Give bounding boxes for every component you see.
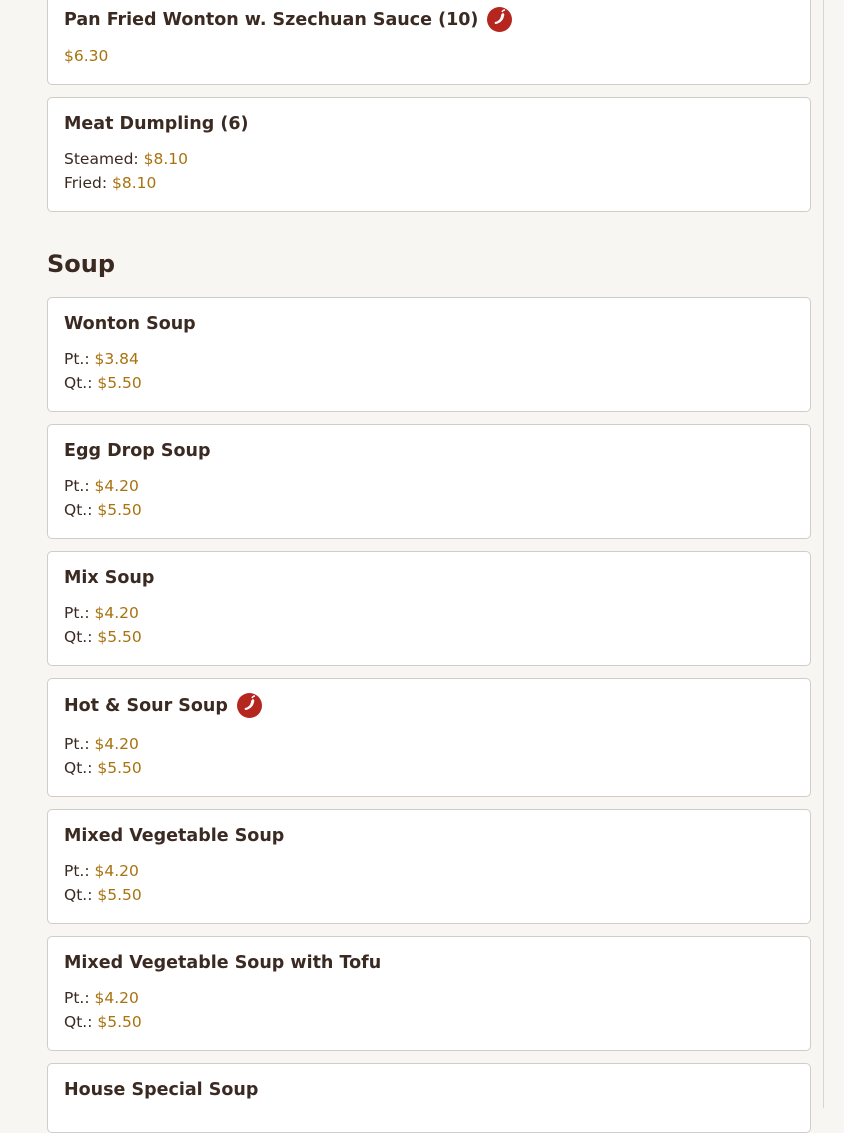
menu-item-title bbox=[64, 314, 196, 334]
price: $5.50 bbox=[97, 628, 142, 646]
price: $3.84 bbox=[94, 350, 139, 368]
section-title-soup: Soup bbox=[47, 250, 116, 278]
menu-item-title bbox=[64, 693, 262, 718]
menu-item-name: Egg Drop Soup bbox=[64, 441, 211, 461]
chili-pepper-icon bbox=[487, 7, 512, 32]
menu-item-card[interactable] bbox=[47, 936, 811, 1051]
menu-item-title bbox=[64, 568, 154, 588]
price-row-quart bbox=[64, 501, 142, 519]
price-row-pint bbox=[64, 862, 139, 880]
menu-item-card[interactable] bbox=[47, 424, 811, 539]
menu-item-title bbox=[64, 1080, 258, 1100]
price-label: Qt.: bbox=[64, 628, 93, 646]
menu-item-card[interactable] bbox=[47, 297, 811, 412]
price: $5.50 bbox=[97, 501, 142, 519]
menu-item-card[interactable] bbox=[47, 809, 811, 924]
menu-item-title bbox=[64, 953, 381, 973]
price-row-quart bbox=[64, 1013, 142, 1031]
price-label: Qt.: bbox=[64, 501, 93, 519]
price-label: Qt.: bbox=[64, 1013, 93, 1031]
price-label: Fried: bbox=[64, 174, 108, 192]
price-row-pint bbox=[64, 477, 139, 495]
menu-item-name: Meat Dumpling (6) bbox=[64, 114, 249, 134]
price-row-quart bbox=[64, 374, 142, 392]
menu-item-title bbox=[64, 826, 284, 846]
price: $4.20 bbox=[94, 477, 139, 495]
chili-pepper-icon bbox=[237, 693, 262, 718]
menu-item-card[interactable] bbox=[47, 0, 811, 85]
price-label: Steamed: bbox=[64, 150, 139, 168]
price-row-pint bbox=[64, 735, 139, 753]
price: $4.20 bbox=[94, 735, 139, 753]
menu-item-card[interactable] bbox=[47, 551, 811, 666]
menu-item-name: House Special Soup bbox=[64, 1080, 259, 1100]
price-row-quart bbox=[64, 886, 142, 904]
menu-item-card[interactable] bbox=[47, 678, 811, 797]
price-row-pint bbox=[64, 350, 139, 368]
menu-item-name: Mixed Vegetable Soup bbox=[64, 826, 285, 846]
price-label: Pt.: bbox=[64, 862, 90, 880]
price-label: Pt.: bbox=[64, 735, 90, 753]
menu-item-card[interactable] bbox=[47, 97, 811, 212]
menu-item-name: Mix Soup bbox=[64, 568, 155, 588]
price: $5.50 bbox=[97, 759, 142, 777]
menu-item-name: Mixed Vegetable Soup with Tofu bbox=[64, 953, 382, 973]
price-row bbox=[64, 47, 108, 65]
price: $5.50 bbox=[97, 1013, 142, 1031]
price-label: Qt.: bbox=[64, 374, 93, 392]
menu-item-name: Pan Fried Wonton w. Szechuan Sauce (10) bbox=[64, 9, 479, 30]
price: $8.10 bbox=[143, 150, 188, 168]
price-label: Qt.: bbox=[64, 886, 93, 904]
price-row-quart bbox=[64, 628, 142, 646]
price-label: Pt.: bbox=[64, 989, 90, 1007]
price-row-pint bbox=[64, 604, 139, 622]
menu-item-title bbox=[64, 114, 249, 134]
price-label: Qt.: bbox=[64, 759, 93, 777]
price: $8.10 bbox=[112, 174, 157, 192]
price: $5.50 bbox=[97, 374, 142, 392]
price-row-quart bbox=[64, 759, 142, 777]
price-label: Pt.: bbox=[64, 350, 90, 368]
price-label: Pt.: bbox=[64, 477, 90, 495]
menu-item-card[interactable] bbox=[47, 1063, 811, 1133]
price-row-pint bbox=[64, 989, 139, 1007]
price: $6.30 bbox=[64, 47, 109, 65]
menu-item-title bbox=[64, 441, 211, 461]
price: $4.20 bbox=[94, 604, 139, 622]
price-label: Pt.: bbox=[64, 604, 90, 622]
menu-item-name: Wonton Soup bbox=[64, 314, 196, 334]
price-row-steamed bbox=[64, 150, 188, 168]
price: $5.50 bbox=[97, 886, 142, 904]
menu-item-title bbox=[64, 7, 512, 32]
menu-item-name: Hot & Sour Soup bbox=[64, 695, 228, 716]
price-row-fried bbox=[64, 174, 156, 192]
price: $4.20 bbox=[94, 862, 139, 880]
price: $4.20 bbox=[94, 989, 139, 1007]
